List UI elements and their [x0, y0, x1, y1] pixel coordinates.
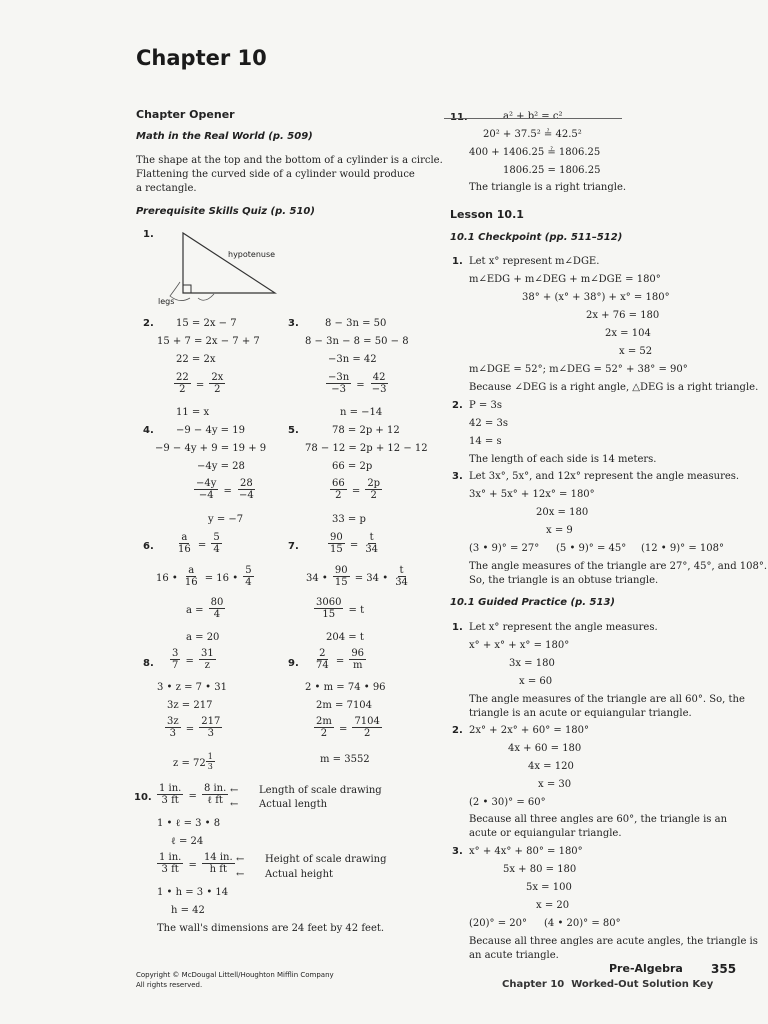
p7-proportion: $\frac{90}{15}$ = $\frac{t}{34}$	[330, 532, 379, 555]
p8-proportion: $\frac{3}{7}$ = $\frac{31}{z}$	[172, 648, 214, 671]
p10-line-1: 1 • ℓ = 3 • 8	[157, 818, 221, 829]
problem-11-number: 11.	[450, 112, 468, 123]
page-number: 355	[711, 962, 737, 976]
p2-line-1: 15 = 2x − 7	[176, 318, 237, 329]
p3-line-2: 8 − 3n − 8 = 50 − 8	[305, 336, 409, 347]
p3-line-3: −3n = 42	[328, 354, 377, 365]
p10-proportion-1: $\frac{1 in.}{3 ft}$ = $\frac{8 in.}{\text{ℓ ft}}$	[159, 783, 227, 806]
problem-7-number: 7.	[288, 541, 299, 552]
gp1-line-2: x° + x° + x° = 180°	[469, 640, 570, 651]
p10-proportion-2: $\frac{1 in.}{3 ft}$ = $\frac{14 in.}{\text{h ft}}$	[159, 852, 233, 875]
gp3-line-5: Because all three angles are acute angles, the triangle is	[469, 936, 758, 947]
problem-9-number: 9.	[288, 658, 299, 669]
problem-8-number: 8.	[143, 658, 154, 669]
copyright-line-2: All rights reserved.	[136, 981, 203, 989]
cp1-line-3: 38° + (x° + 38°) + x° = 180°	[522, 292, 670, 303]
cp2-line-2: 42 = 3s	[469, 418, 508, 429]
gp2-line-2: 4x + 60 = 180	[508, 743, 582, 754]
problem-1-number: 1.	[143, 229, 154, 240]
gp3-line-2: 5x + 80 = 180	[503, 864, 577, 875]
cp3-line-5: The angle measures of the triangle are 27°, 45°, and 108°.	[469, 561, 768, 572]
p10-arrow-2: ←	[230, 799, 239, 810]
gp2-line-6: Because all three angles are 60°, the triangle is an	[469, 814, 728, 825]
p10-label-actual-height: Actual height	[265, 869, 334, 880]
gp1-line-3: 3x = 180	[509, 658, 555, 669]
quiz-heading: Prerequisite Skills Quiz (p. 510)	[136, 206, 315, 217]
p10-arrow-3: ←	[236, 854, 245, 865]
cp-1-number: 1.	[452, 256, 463, 267]
gp1-line-6: triangle is an acute or equiangular triangle.	[469, 708, 692, 719]
p5-result: 33 = p	[332, 514, 366, 525]
cp3-line-1: Let 3x°, 5x°, and 12x° represent the angle measures.	[469, 471, 740, 482]
gp3-calc-2: (4 • 20)° = 80°	[544, 918, 621, 929]
guided-practice-heading: 10.1 Guided Practice (p. 513)	[450, 597, 615, 608]
p2-fraction-line: $\frac{22}{2}$ = $\frac{2x}{2}$	[176, 372, 224, 395]
p3-result: n = −14	[340, 407, 383, 418]
p9-line-2: 2m = 7104	[316, 700, 373, 711]
p3-line-1: 8 − 3n = 50	[325, 318, 387, 329]
cp2-line-4: The length of each side is 14 meters.	[469, 454, 657, 465]
cp3-calc-1: (3 • 9)° = 27°	[469, 543, 540, 554]
p5-line-2: 78 − 12 = 2p + 12 − 12	[305, 443, 428, 454]
cp3-line-2: 3x° + 5x° + 12x° = 180°	[469, 489, 595, 500]
real-world-heading: Math in the Real World (p. 509)	[136, 131, 313, 142]
problem-4-number: 4.	[143, 425, 154, 436]
gp2-line-7: acute or equiangular triangle.	[469, 828, 622, 839]
cp1-line-4: 2x + 76 = 180	[586, 310, 660, 321]
p9-result: m = 3552	[320, 754, 370, 765]
p10-label-length-scale: Length of scale drawing	[259, 785, 382, 796]
p6-multiply: 16 • $\frac{a}{16}$ = 16 • $\frac{5}{4}$	[156, 565, 252, 588]
copyright-line-1: Copyright © McDougal Littell/Houghton Mifflin Company	[136, 971, 334, 979]
gp2-line-5: (2 • 30)° = 60°	[469, 797, 546, 808]
p2-line-2: 15 + 7 = 2x − 7 + 7	[157, 336, 260, 347]
gp3-line-4: x = 20	[536, 900, 570, 911]
problem-2-number: 2.	[143, 318, 154, 329]
cp3-line-4: x = 9	[546, 525, 573, 536]
p6-result: a = 20	[186, 632, 220, 643]
p4-line-3: −4y = 28	[197, 461, 245, 472]
cp-3-number: 3.	[452, 471, 463, 482]
gp2-line-3: 4x = 120	[528, 761, 574, 772]
p5-line-1: 78 = 2p + 12	[332, 425, 400, 436]
divider-rule	[444, 118, 622, 119]
p9-proportion: $\frac{2}{74}$ = $\frac{96}{m}$	[316, 648, 365, 671]
p4-result: y = −7	[208, 514, 244, 525]
p10-label-actual-length: Actual length	[259, 799, 328, 810]
gp1-line-4: x = 60	[519, 676, 553, 687]
p11-line-1: a² + b² = c²	[503, 111, 563, 122]
p10-label-height-scale: Height of scale drawing	[265, 854, 387, 865]
p4-fraction-line: $\frac{-4y}{-4}$ = $\frac{28}{-4}$	[196, 478, 254, 501]
p6-proportion: $\frac{a}{16}$ = $\frac{5}{4}$	[178, 532, 220, 555]
p10-arrow-4: ←	[236, 869, 245, 880]
problem-6-number: 6.	[143, 541, 154, 552]
p2-result: 11 = x	[176, 407, 210, 418]
checkpoint-heading: 10.1 Checkpoint (pp. 511–512)	[450, 232, 623, 243]
p4-line-1: −9 − 4y = 19	[176, 425, 245, 436]
cp1-line-7: m∠DGE = 52°; m∠DEG = 52° + 38° = 90°	[469, 364, 688, 375]
p5-fraction-line: $\frac{66}{2}$ = $\frac{2p}{2}$	[332, 478, 381, 501]
footer-chapter: Chapter 10 Worked-Out Solution Key	[502, 979, 714, 990]
p10-arrow-1: ←	[230, 785, 239, 796]
gp2-line-4: x = 30	[538, 779, 572, 790]
p10-line-4: h = 42	[171, 905, 205, 916]
problem-5-number: 5.	[288, 425, 299, 436]
cp1-line-6: x = 52	[619, 346, 653, 357]
cp2-line-1: P = 3s	[469, 400, 502, 411]
p11-line-4: 1806.25 = 1806.25	[503, 165, 601, 176]
gp3-line-3: 5x = 100	[526, 882, 572, 893]
p11-line-2: 20² + 37.5² ≟ 42.5²	[483, 129, 582, 140]
p8-line-2: 3z = 217	[167, 700, 213, 711]
cp2-line-3: 14 = s	[469, 436, 502, 447]
cp3-line-6: So, the triangle is an obtuse triangle.	[469, 575, 659, 586]
cp1-line-1: Let x° represent m∠DGE.	[469, 256, 600, 267]
lesson-heading: Lesson 10.1	[450, 208, 524, 221]
p7-simplify: $\frac{3060}{15}$ = t	[316, 597, 365, 620]
p7-result: 204 = t	[326, 632, 364, 643]
cp1-line-5: 2x = 104	[605, 328, 651, 339]
chapter-opener-heading: Chapter Opener	[136, 108, 235, 121]
p2-line-3: 22 = 2x	[176, 354, 216, 365]
real-world-line-1: The shape at the top and the bottom of a cylinder is a circle.	[136, 155, 443, 166]
cp1-line-2: m∠EDG + m∠DEG + m∠DGE = 180°	[469, 274, 661, 285]
p7-multiply: 34 • $\frac{90}{15}$ = 34 • $\frac{t}{34}$	[306, 565, 408, 588]
p3-fraction-line: $\frac{-3n}{-3}$ = $\frac{42}{-3}$	[328, 372, 387, 395]
gp2-line-1: 2x° + 2x° + 60° = 180°	[469, 725, 590, 736]
gp3-line-6: an acute triangle.	[469, 950, 559, 961]
cp3-calc-2: (5 • 9)° = 45°	[556, 543, 627, 554]
p10-line-2: ℓ = 24	[171, 836, 204, 847]
hypotenuse-label: hypotenuse	[228, 250, 276, 259]
p8-line-1: 3 • z = 7 • 31	[157, 682, 227, 693]
p8-fraction-line: $\frac{3z}{3}$ = $\frac{217}{3}$	[167, 716, 221, 739]
p8-result: z = 72 $\frac{1}{3}$	[173, 752, 213, 771]
real-world-line-2: Flattening the curved side of a cylinder would produce	[136, 169, 415, 180]
p9-line-1: 2 • m = 74 • 96	[305, 682, 386, 693]
gp3-calc-1: (20)° = 20°	[469, 918, 527, 929]
problem-3-number: 3.	[288, 318, 299, 329]
gp3-line-1: x° + 4x° + 80° = 180°	[469, 846, 583, 857]
cp-2-number: 2.	[452, 400, 463, 411]
real-world-line-3: a rectangle.	[136, 183, 197, 194]
gp-3-number: 3.	[452, 846, 463, 857]
p11-conclusion: The triangle is a right triangle.	[469, 182, 627, 193]
book-title: Pre-Algebra	[609, 962, 683, 975]
legs-label: legs	[158, 297, 175, 306]
gp-1-number: 1.	[452, 622, 463, 633]
gp-2-number: 2.	[452, 725, 463, 736]
cp3-calc-3: (12 • 9)° = 108°	[641, 543, 724, 554]
page-title: Chapter 10	[136, 46, 267, 70]
cp3-line-3: 20x = 180	[536, 507, 589, 518]
cp1-line-8: Because ∠DEG is a right angle, △DEG is a right triangle.	[469, 382, 759, 393]
p4-line-2: −9 − 4y + 9 = 19 + 9	[155, 443, 267, 454]
gp1-line-5: The angle measures of the triangle are all 60°. So, the	[469, 694, 745, 705]
p6-simplify: a = $\frac{80}{4}$	[186, 597, 224, 620]
gp1-line-1: Let x° represent the angle measures.	[469, 622, 658, 633]
problem-10-number: 10.	[134, 792, 152, 803]
p9-fraction-line: $\frac{2m}{2}$ = $\frac{7104}{2}$	[316, 716, 380, 739]
p10-line-3: 1 • h = 3 • 14	[157, 887, 229, 898]
p11-line-3: 400 + 1406.25 ≟ 1806.25	[469, 147, 601, 158]
p5-line-3: 66 = 2p	[332, 461, 373, 472]
p10-conclusion: The wall's dimensions are 24 feet by 42 feet.	[157, 923, 385, 934]
